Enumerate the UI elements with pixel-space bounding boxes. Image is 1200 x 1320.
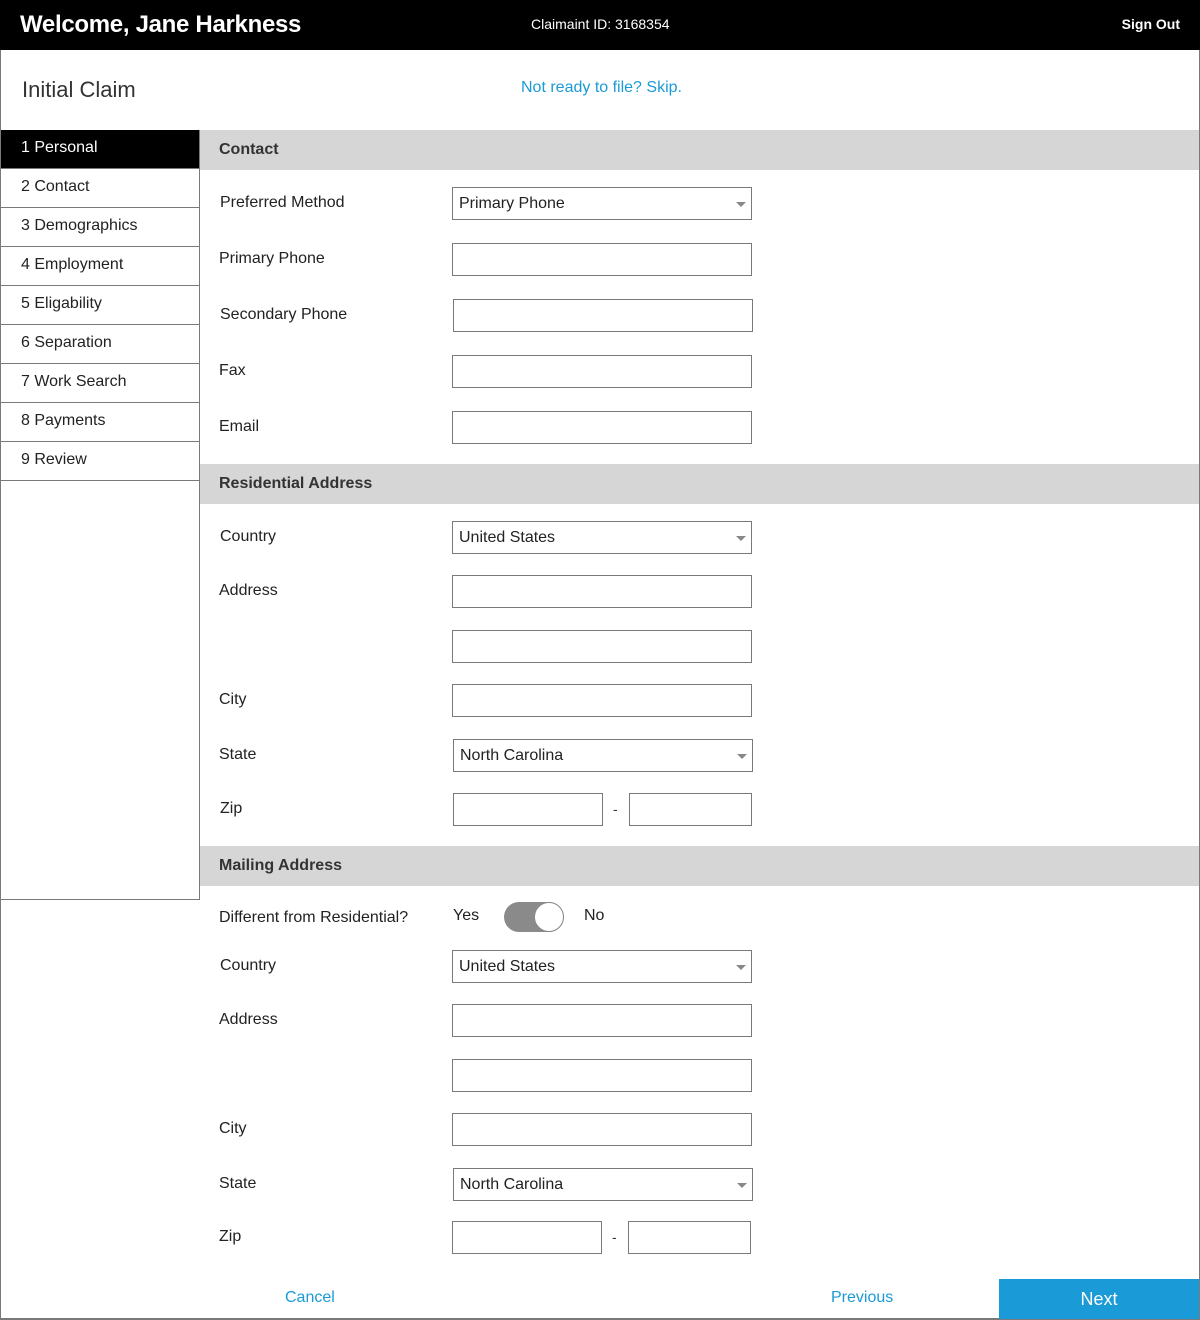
primary-phone-input[interactable] <box>452 243 752 276</box>
mail-zip-separator: - <box>612 1229 617 1245</box>
toggle-no-label: No <box>584 907 605 924</box>
sidebar-item-contact[interactable]: 2 Contact <box>1 169 199 208</box>
chevron-down-icon <box>737 754 747 759</box>
res-address-label: Address <box>219 582 278 599</box>
mail-state-value: North Carolina <box>460 1176 564 1193</box>
claimant-id: Claimaint ID: 3168354 <box>531 16 670 32</box>
mail-zip-input[interactable] <box>452 1221 602 1254</box>
preferred-method-value: Primary Phone <box>459 195 565 212</box>
res-state-value: North Carolina <box>460 747 564 764</box>
sidebar-item-work-search[interactable]: 7 Work Search <box>1 364 199 403</box>
mail-country-select[interactable] <box>452 950 752 983</box>
chevron-down-icon <box>736 965 746 970</box>
res-state-select[interactable] <box>453 739 753 772</box>
chevron-down-icon <box>736 202 746 207</box>
page-title: Initial Claim <box>22 77 136 102</box>
email-label: Email <box>219 418 260 435</box>
skip-link[interactable]: Not ready to file? Skip. <box>521 79 682 96</box>
sidebar-item-demographics[interactable]: 3 Demographics <box>1 208 199 247</box>
next-button[interactable]: Next <box>999 1279 1199 1319</box>
secondary-phone-label: Secondary Phone <box>220 306 348 323</box>
mail-address1-input[interactable] <box>452 1004 752 1037</box>
top-bar <box>0 0 1200 50</box>
toggle-yes-label: Yes <box>453 907 480 924</box>
fax-input[interactable] <box>452 355 752 388</box>
previous-button[interactable]: Previous <box>831 1289 894 1306</box>
res-country-label: Country <box>220 528 277 545</box>
toggle-knob <box>534 902 564 932</box>
contact-section-header: Contact <box>200 130 1199 170</box>
res-city-label: City <box>219 691 247 708</box>
res-country-select[interactable] <box>452 521 752 554</box>
sidebar-item-eligability[interactable]: 5 Eligability <box>1 286 199 325</box>
different-from-residential-label: Different from Residential? <box>219 909 409 926</box>
mail-state-select[interactable] <box>453 1168 753 1201</box>
mail-country-value: United States <box>459 958 556 975</box>
chevron-down-icon <box>736 536 746 541</box>
res-address2-input[interactable] <box>452 630 752 663</box>
primary-phone-label: Primary Phone <box>219 250 325 267</box>
mailing-section-header: Mailing Address <box>200 846 1199 886</box>
sidebar-nav <box>0 130 200 900</box>
sidebar-item-payments[interactable]: 8 Payments <box>1 403 199 442</box>
res-city-input[interactable] <box>452 684 752 717</box>
mail-address-label: Address <box>219 1011 278 1028</box>
res-state-label: State <box>219 746 257 763</box>
sidebar-item-review[interactable]: 9 Review <box>1 442 199 481</box>
cancel-button[interactable]: Cancel <box>285 1289 335 1306</box>
res-zip-separator: - <box>613 801 618 817</box>
res-zip-label: Zip <box>220 800 243 817</box>
mail-zip-ext-input[interactable] <box>628 1221 751 1254</box>
sidebar-item-separation[interactable]: 6 Separation <box>1 325 199 364</box>
mail-city-input[interactable] <box>452 1113 752 1146</box>
chevron-down-icon <box>737 1183 747 1188</box>
mail-city-label: City <box>219 1120 247 1137</box>
sign-out-link[interactable]: Sign Out <box>1121 16 1180 32</box>
preferred-method-label: Preferred Method <box>220 194 345 211</box>
welcome-title: Welcome, Jane Harkness <box>20 11 302 38</box>
secondary-phone-input[interactable] <box>453 299 753 332</box>
mail-country-label: Country <box>220 957 277 974</box>
res-zip-ext-input[interactable] <box>629 793 752 826</box>
mail-state-label: State <box>219 1175 257 1192</box>
residential-section-header: Residential Address <box>200 464 1199 504</box>
email-input[interactable] <box>452 411 752 444</box>
preferred-method-select[interactable] <box>452 187 752 220</box>
res-country-value: United States <box>459 529 556 546</box>
mail-zip-label: Zip <box>219 1228 242 1245</box>
fax-label: Fax <box>219 362 246 379</box>
mail-address2-input[interactable] <box>452 1059 752 1092</box>
res-address1-input[interactable] <box>452 575 752 608</box>
sidebar-item-employment[interactable]: 4 Employment <box>1 247 199 286</box>
different-address-toggle[interactable] <box>504 902 564 932</box>
sidebar-item-personal[interactable]: 1 Personal <box>1 130 199 169</box>
res-zip-input[interactable] <box>453 793 603 826</box>
